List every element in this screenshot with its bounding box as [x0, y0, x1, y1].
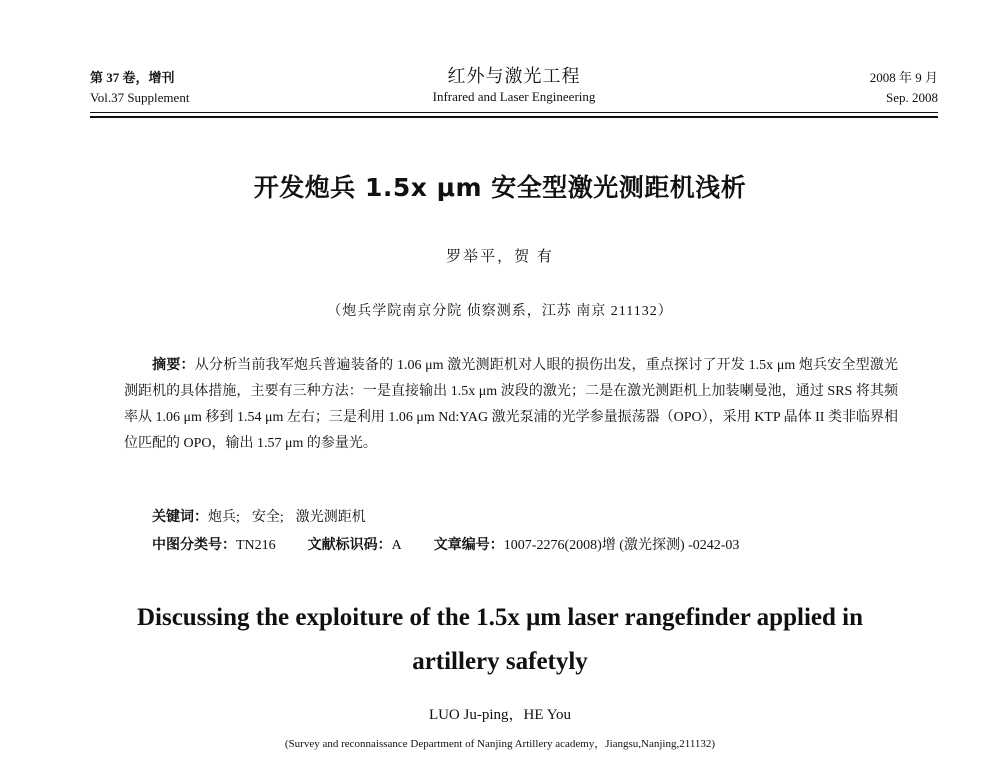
abstract-text: 从分析当前我军炮兵普遍装备的 1.06 μm 激光测距机对人眼的损伤出发，重点探讨了开发 1.5x μm 炮兵安全型激光测距机的具体措施，主要有三种方法：一是直接输出 1.5x μm 波段的激光；二是在激光测距机上加装喇曼池，通过 SRS 将其频率从 1.06 μm 移到 1.54 μm 左右；三是利用 1.06 μm Nd:YAG 激光泵浦的光学参量振荡器（OPO），采用 KTP 晶体 II 类非临界相位匹配的 OPO，输出 1.57 μm 的参量光。	[124, 358, 899, 451]
journal-name	[90, 64, 938, 106]
journal-cn: 红外与激光工程	[447, 66, 581, 86]
keywords-label: 关键词：	[152, 509, 208, 525]
doc-code-label: 文献标识码：	[307, 537, 392, 553]
affiliation-cn: （炮兵学院南京分院 侦察测系，江苏 南京 211132）	[327, 304, 673, 319]
date-cn: 2008 年 9 月	[869, 70, 938, 85]
abstract-label: 摘要：	[152, 357, 195, 373]
volume-en: Vol.37 Supplement	[90, 90, 190, 105]
date-en: Sep. 2008	[886, 90, 938, 105]
paper-title-cn: 开发炮兵 1.5x μm 安全型激光测距机浅析	[253, 173, 747, 202]
issue-date	[870, 68, 938, 108]
doc-code-value: A	[391, 538, 402, 553]
journal-en: Infrared and Laser Engineering	[432, 89, 596, 104]
header-rule-thick	[90, 116, 938, 118]
affiliation-en: (Survey and reconnaissance Department of Nanjing Artillery academy，Jiangsu,Nanjing,211132)	[284, 738, 716, 750]
keyword-item: 安全;	[251, 510, 284, 525]
title-en-line-1: Discussing the exploiture of the 1.5x μm laser rangefinder applied in	[136, 604, 863, 631]
article-no-value: 1007-2276(2008)增 (激光探测) -0242-03	[503, 538, 740, 553]
keyword-item: 激光测距机	[295, 510, 366, 525]
keywords	[152, 504, 912, 531]
authors-en: LUO Ju-ping，HE You	[428, 707, 572, 723]
authors-cn: 罗举平，贺 有	[446, 249, 554, 265]
keyword-item: 炮兵;	[208, 510, 240, 525]
running-header	[90, 62, 938, 112]
classification-line	[152, 532, 912, 559]
title-en-line-2: artillery safetyly	[412, 648, 588, 675]
article-no-label: 文章编号：	[433, 537, 504, 553]
clc-value: TN216	[236, 538, 276, 553]
clc-label: 中图分类号：	[152, 537, 236, 553]
abstract	[124, 352, 898, 457]
paper-title-en	[60, 596, 940, 684]
volume-cn: 第 37 卷，增刊	[90, 70, 175, 85]
header-rule-thin	[90, 112, 938, 113]
